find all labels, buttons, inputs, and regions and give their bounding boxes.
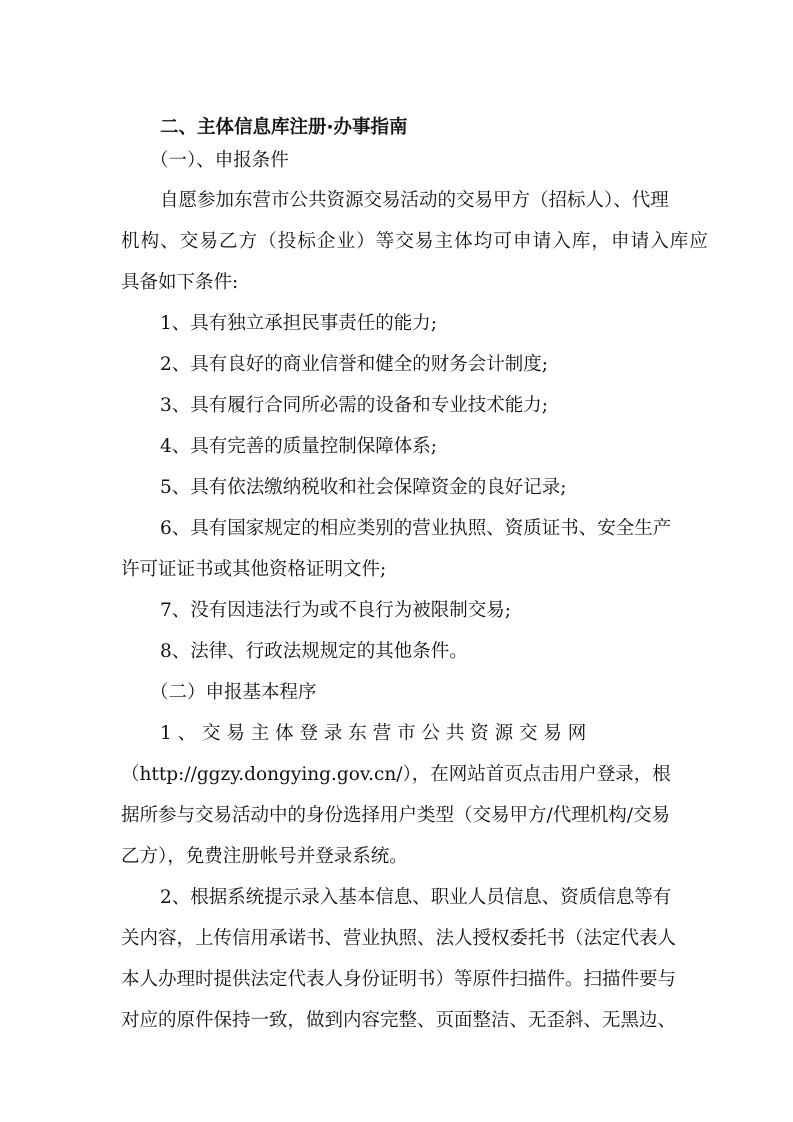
procedure-step-line: 据所参与交易活动中的身份选择用户类型（交易甲方/代理机构/交易 [121,805,670,826]
condition-item: 4、具有完善的质量控制保障体系; [160,436,438,457]
intro-paragraph-line: 具备如下条件: [121,272,239,293]
condition-item: 6、具有国家规定的相应类别的营业执照、资质证书、安全生产 [160,518,672,539]
condition-item: 7、没有因违法行为或不良行为被限制交易; [160,600,512,621]
procedure-step-line: 2、根据系统提示录入基本信息、职业人员信息、资质信息等有 [160,887,672,908]
condition-item: 8、法律、行政法规规定的其他条件。 [160,641,468,662]
condition-item: 5、具有依法缴纳税收和社会保障资金的良好记录; [160,477,567,498]
procedure-step-line: 关内容，上传信用承诺书、营业执照、法人授权委托书（法定代表人 [121,928,677,949]
condition-item: 1、具有独立承担民事责任的能力; [160,313,438,334]
procedure-step-line: 1 、 交 易 主 体 登 录 东 营 市 公 共 资 源 交 易 网 [160,723,587,744]
procedure-step-line: （http://ggzy.dongying.gov.cn/），在网站首页点击用户登录，根 [121,764,671,785]
procedure-step-line: 本人办理时提供法定代表人身份证明书）等原件扫描件。扫描件要与 [121,969,677,990]
condition-item-continuation: 许可证证书或其他资格证明文件; [121,559,387,580]
section-title: 二、主体信息库注册·办事指南 [160,117,408,138]
intro-paragraph-line: 机构、交易乙方（投标企业）等交易主体均可申请入库，申请入库应 [121,231,710,252]
procedure-step-line: 对应的原件保持一致，做到内容完整、页面整洁、无歪斜、无黑边、 [121,1010,677,1031]
condition-item: 3、具有履行合同所必需的设备和专业技术能力; [160,395,549,416]
condition-item: 2、具有良好的商业信誉和健全的财务会计制度; [160,354,549,375]
procedure-step-line: 乙方），免费注册帐号并登录系统。 [121,846,408,867]
intro-paragraph-line: 自愿参加东营市公共资源交易活动的交易甲方（招标人）、代理 [160,190,669,211]
subsection-title-procedure: （二）申报基本程序 [150,682,317,703]
subsection-title-conditions: （一）、申报条件 [150,150,289,171]
